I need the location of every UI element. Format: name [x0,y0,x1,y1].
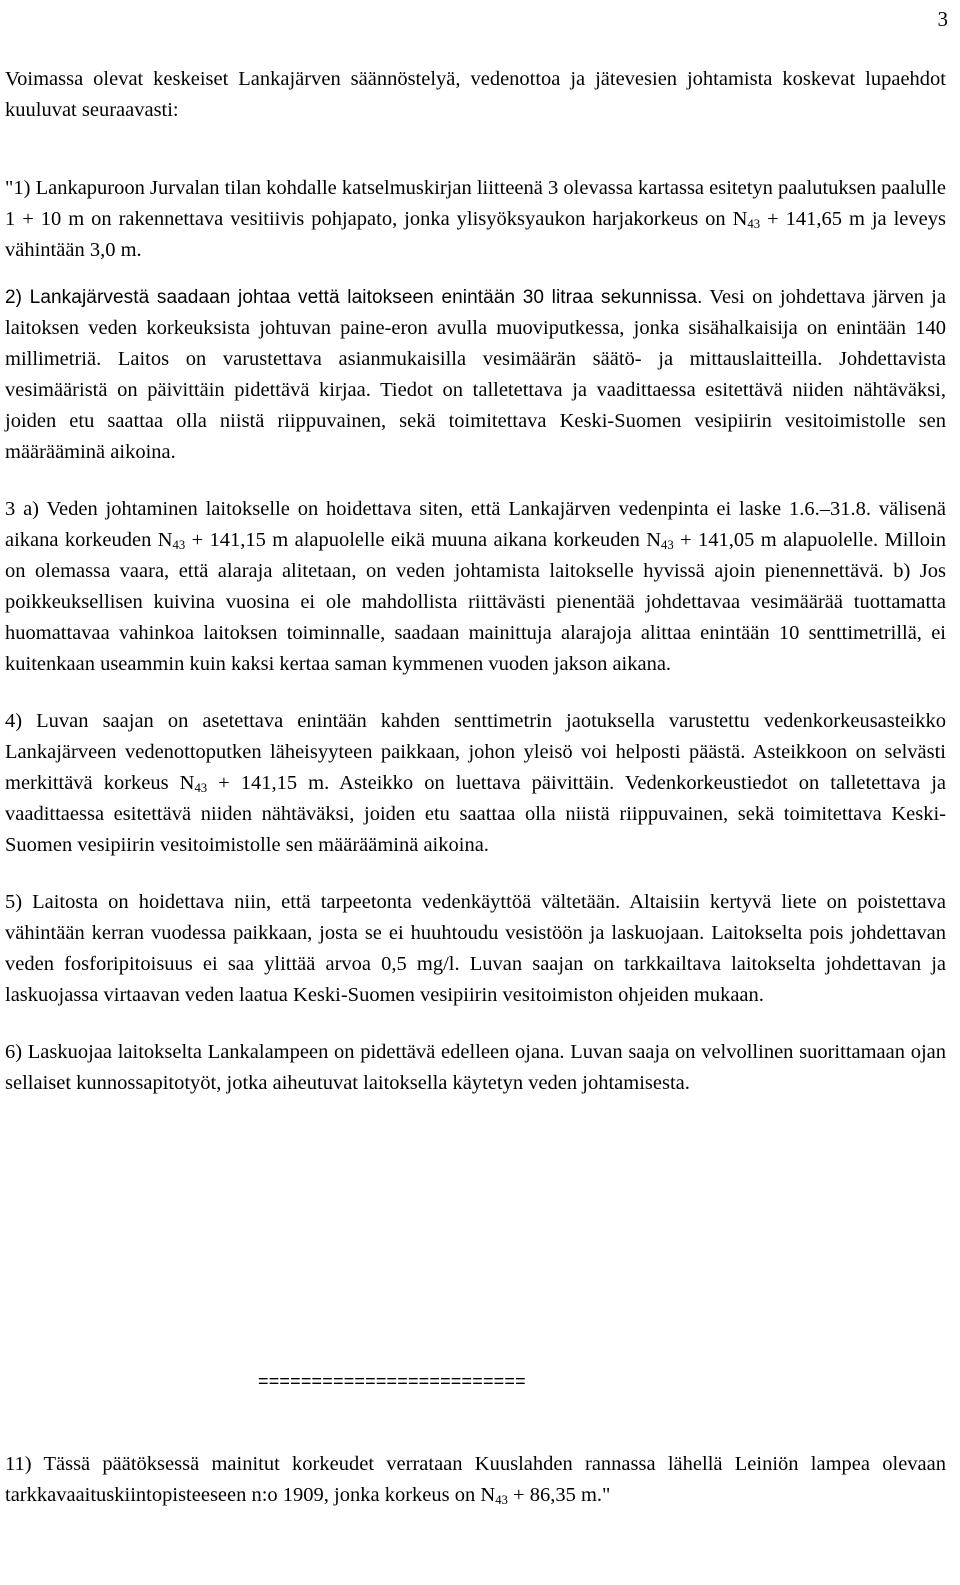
condition-4-subscript: 43 [194,780,208,795]
condition-3-paragraph [5,494,946,680]
intro-paragraph: Voimassa olevat keskeiset Lankajärven säännöstelyä, vedenottoa ja jätevesien johtamista koskevat lupaehdot kuuluvat seuraavasti: [5,68,946,121]
document-body [5,64,946,1099]
page-number: 3 [937,7,948,31]
condition-11-text-a: 11) Tässä päätöksessä mainitut korkeudet verrataan Kuuslahden rannassa lähellä Leiniön lampea olevaan tarkkavaaituskiintopisteeseen n:o 1909, jonka korkeus on N [5,1453,946,1506]
condition-3-subscript-2: 43 [661,537,674,552]
condition-11-text-b: + 86,35 m." [507,1484,611,1506]
condition-3-text-a: 3 a) Veden johtaminen laitokselle on hoidettava siten, että Lankajärven vedenpinta ei laske 1.6.–31.8. välisenä aikana korkeuden N [5,498,946,551]
condition-1-paragraph [5,173,946,266]
condition-5-paragraph: 5) Laitosta on hoidettava niin, että tarpeetonta vedenkäyttöä vältetään. Altaisiin kertyvä liete on poistettava vähintään kerran vuodessa paikkaan, josta se ei huuhtoudu vesistöön ja laskuojaan. Laitokselta pois johdettavan veden fosforipitoisuus ei saa ylittää arvoa 0,5 mg/l. Luvan saajan on tarkkailtava laitokselta johdettavan ja laskuojassa virtaavan veden laatua Keski-Suomen vesipiirin vesitoimiston ohjeiden mukaan. [5,891,946,1006]
condition-2-paragraph [5,282,946,468]
condition-11-paragraph [5,1449,946,1511]
condition-3-text-b: + 141,15 m alapuolelle eikä muuna aikana korkeuden N [185,529,662,551]
condition-2-text-2: Laitos on varustettava asianmukaisilla vesimäärän säätö- ja mittauslaitteilla. Johdettavista vesimääristä on päivittäin pidettävä kirjaa. [5,348,946,401]
condition-1-text-b: + 141,65 m ja leveys vähintään 3,0 m. [5,208,946,261]
condition-4-text-b: + 141,15 m. Asteikko on luettava päivittäin. Vedenkorkeustiedot on talletettava ja vaadittaessa esitettävä niiden nähtäväksi, joiden etu saattaa olla niistä riippuvainen, sekä toimitettava Keski-Suomen vesipiirin vesitoimistolle sen määrääminä aikoina. [5,772,946,856]
condition-2-sans-text: 2) Lankajärvestä saadaan johtaa vettä laitokseen enintään 30 litraa sekunnissa. [5,287,703,308]
condition-4-paragraph [5,706,946,861]
section-separator: ========================= [258,1371,526,1391]
condition-2-text-1: Vesi on johdettava järven ja laitoksen veden korkeuksista johtuvan paine-eron avulla muoviputkessa, jonka sisähalkaisija on enintään 140 millimetriä. [5,286,946,370]
condition-4-text-a: 4) Luvan saajan on asetettava enintään kahden senttimetrin jaotuksella varustettu vedenkorkeusasteikko Lankajärveen vedenottoputken läheisyyteen paikkaan, johon yleisö voi helposti päästä. Asteikkoon on selvästi merkittävä korkeus N [5,710,946,794]
condition-11-subscript: 43 [495,1492,508,1507]
condition-6-paragraph: 6) Laskuojaa laitokselta Lankalampeen on pidettävä edelleen ojana. Luvan saaja on velvollinen suorittamaan ojan sellaiset kunnossapitotyöt, jotka aiheutuvat laitoksella käytetyn veden johtamisesta. [5,1041,946,1094]
condition-1-text-a: "1) Lankapuroon Jurvalan tilan kohdalle katselmuskirjan liitteenä 3 olevassa kartassa esitetyn paalutuksen paalulle 1 + 10 m on rakennettava vesitiivis pohjapato, jonka ylisyöksyaukon harjakorkeus on N [5,177,946,230]
condition-1-subscript: 43 [747,216,761,231]
condition-3-subscript-1: 43 [172,537,186,552]
condition-2-text-3: Tiedot on talletettava ja vaadittaessa esitettävä niiden nähtäväksi, joiden etu saattaa olla niistä riippuvainen, sekä toimitettava Keski-Suomen vesipiirin vesitoimistolle sen määrääminä aikoina. [5,379,947,463]
condition-3-text-c: + 141,05 m alapuolelle. Milloin on olemassa vaara, että alaraja alitetaan, on veden johtamista laitokselle hyvissä ajoin pienennettävä. b) Jos poikkeuksellisen kuivina vuosina ei ole mahdollista riittävästi pienentää johdettavaa vesimäärää tuottamatta huomattavaa vahinkoa laitoksen toiminnalle, saadaan mainittuja alarajoja alittaa enintään 10 senttimetrillä, ei kuitenkaan useammin kuin kaksi kertaa saman kymmenen vuoden jakson aikana. [5,529,946,675]
